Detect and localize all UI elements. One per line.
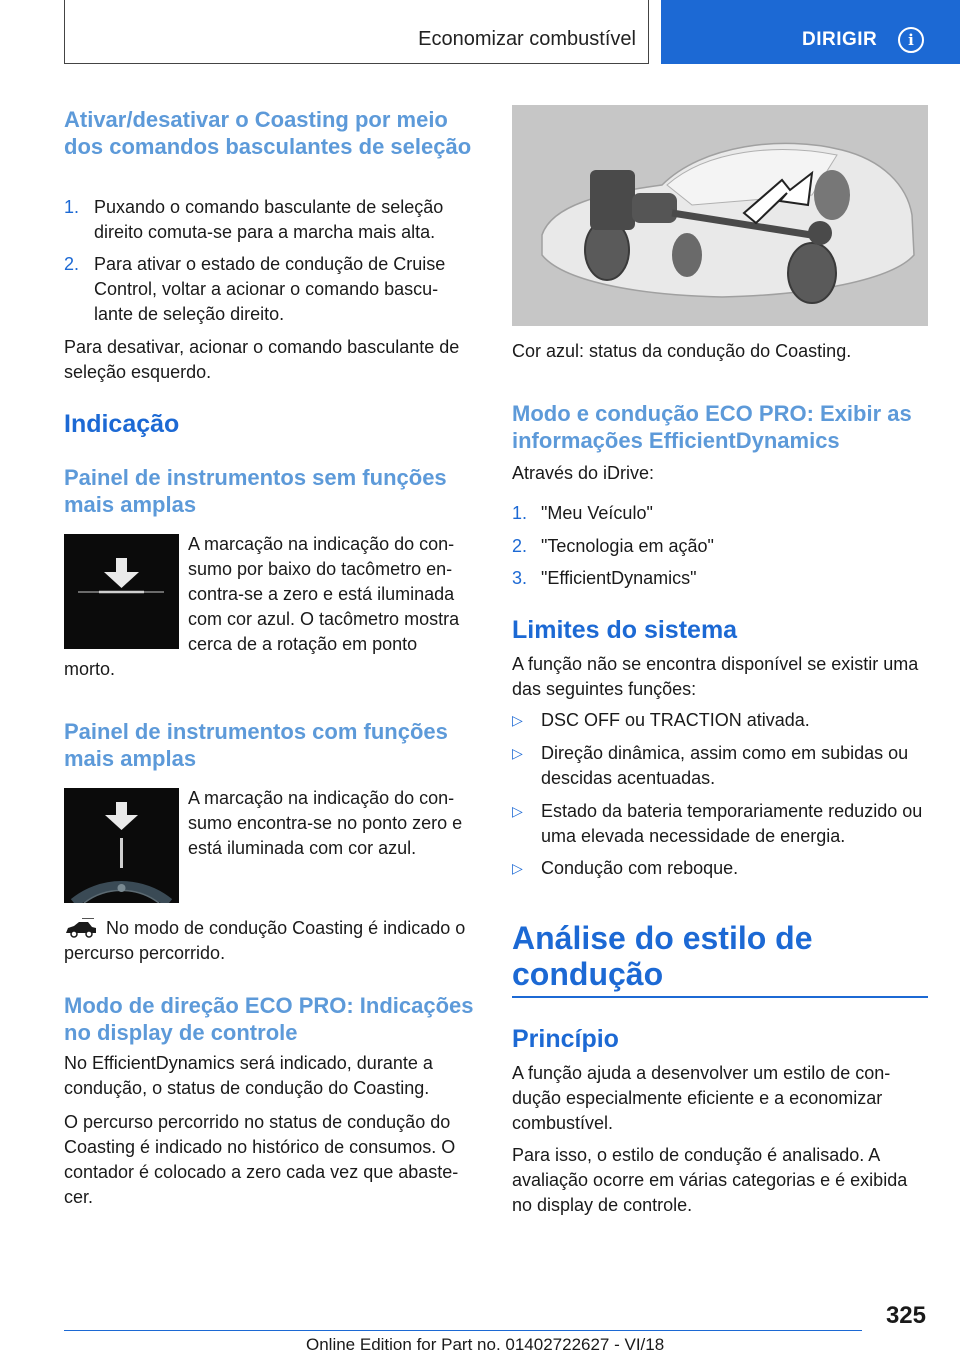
principle-paragraph-2: Para isso, o estilo de condução é analisado. A avaliação ocorre em várias categorias e é exibida no display de controle. <box>512 1145 908 1215</box>
coasting-note-text: No modo de condução Coasting é indicado o percurso percorrido. <box>64 918 466 963</box>
car-drivetrain-illustration <box>512 105 928 326</box>
footer-edition: Online Edition for Part no. 01402722627 - VI/18 <box>306 1335 665 1354</box>
header-chapter-label: DIRIGIR <box>802 29 878 50</box>
info-icon[interactable]: i <box>898 27 924 53</box>
step-text: Puxando o comando basculante de seleção direito comuta-se para a marcha mais alta. <box>94 197 444 242</box>
menu-step-number: 1. <box>512 503 528 523</box>
step-number: 2. <box>64 254 80 274</box>
panel-basic-text: A marcação na indicação do con-sumo por baixo do tacômetro en-contra-se a zero e está iluminada com cor azul. O tacômetro mostra cerca de a rotação em ponto <box>188 534 460 654</box>
limit-item: DSC OFF ou TRACTION ativada. <box>541 710 810 730</box>
eco-paragraph-2: O percurso percorrido no status de condução do Coasting é indicado no histórico de consumos. O contador é colocado a zero cada vez que abaste-cer. <box>64 1112 459 1207</box>
bullet-triangle-icon: ▷ <box>512 712 523 728</box>
step-number: 1. <box>64 197 80 217</box>
heading-eco-info: Modo e condução ECO PRO: Exibir as informações EfficientDynamics <box>512 401 912 453</box>
menu-step-text: "Tecnologia em ação" <box>541 536 714 556</box>
limit-item: Direção dinâmica, assim como em subidas ou descidas acentuadas. <box>541 743 909 788</box>
instrument-panel-extended-image <box>64 788 179 903</box>
header-section-box <box>64 0 649 64</box>
instrument-panel-basic-image <box>64 534 179 649</box>
heading-indicacao: Indicação <box>64 410 180 438</box>
principle-paragraph-1: A função ajuda a desenvolver um estilo de con-dução especialmente eficiente e a economizar combustível. <box>512 1063 891 1133</box>
heading-principle: Princípio <box>512 1025 619 1053</box>
zero-marker-icon <box>64 534 179 649</box>
heading-panel-extended: Painel de instrumentos com funções mais amplas <box>64 719 448 771</box>
deactivate-text: Para desativar, acionar o comando basculante de seleção esquerdo. <box>64 337 460 382</box>
panel-extended-text: A marcação na indicação do con-sumo encontra-se no ponto zero e está iluminada com cor azul. <box>188 788 463 858</box>
bullet-triangle-icon: ▷ <box>512 745 523 761</box>
menu-step-text: "Meu Veículo" <box>541 503 653 523</box>
heading-driving-style-analysis: Análise do estilo de condução <box>512 920 813 992</box>
header-section-title: Economizar combustível <box>418 28 636 50</box>
heading-system-limits: Limites do sistema <box>512 616 738 644</box>
limit-item: Condução com reboque. <box>541 858 739 878</box>
footer-divider <box>64 1330 862 1331</box>
heading-coasting-toggle: Ativar/desativar o Coasting por meio dos comandos basculantes de seleção <box>64 107 472 159</box>
header-chapter-tab[interactable] <box>661 0 960 64</box>
step-text: Para ativar o estado de condução de Cruise Control, voltar a acionar o comando bascu-lante de seleção direito. <box>94 254 446 324</box>
eco-paragraph-1: No EfficientDynamics será indicado, durante a condução, o status de condução do Coasting. <box>64 1053 433 1098</box>
limit-item: Estado da bateria temporariamente reduzido ou uma elevada necessidade de energia. <box>541 801 923 846</box>
panel-basic-tail: morto. <box>64 659 116 679</box>
heading-eco-display: Modo de direção ECO PRO: Indicações no display de controle <box>64 993 474 1045</box>
section-divider <box>512 996 928 998</box>
menu-step-number: 2. <box>512 536 528 556</box>
via-idrive-text: Através do iDrive: <box>512 463 655 483</box>
bullet-triangle-icon: ▷ <box>512 803 523 819</box>
menu-step-text: "EfficientDynamics" <box>541 568 697 588</box>
menu-step-number: 3. <box>512 568 528 588</box>
gauge-icon <box>64 788 179 903</box>
heading-panel-basic: Painel de instrumentos sem funções mais amplas <box>64 465 447 517</box>
bullet-triangle-icon: ▷ <box>512 860 523 876</box>
page-number: 325 <box>885 1302 926 1329</box>
car-drivetrain-image <box>512 105 928 326</box>
car-image-caption: Cor azul: status da condução do Coasting. <box>512 341 852 361</box>
limits-intro-text: A função não se encontra disponível se existir uma das seguintes funções: <box>512 654 919 699</box>
